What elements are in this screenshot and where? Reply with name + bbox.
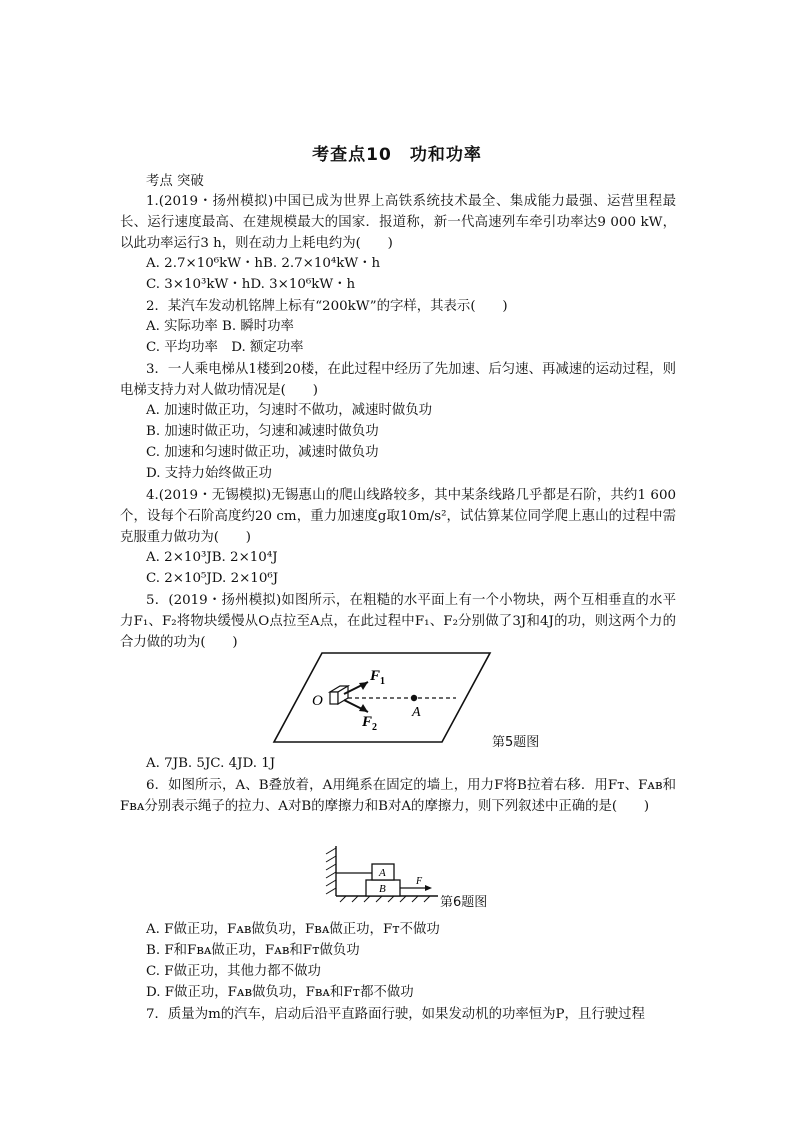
question-6-figure [322, 844, 442, 906]
question-3-stem: 3．一人乘电梯从1楼到20楼，在此过程中经历了先加速、后匀速、再减速的运动过程，则电梯支持力对人做功情况是( ) [120, 362, 676, 398]
question-4-options-cd: C. 2×10⁵JD. 2×10⁶J [146, 571, 279, 586]
question-2-stem: 2．某汽车发动机铭牌上标有“200kW”的字样，其表示( ) [146, 299, 508, 314]
label-a: A [412, 705, 421, 720]
question-6-figure-caption: 第6题图 [440, 895, 488, 910]
label-f2: F [362, 714, 373, 730]
question-1-options-ab: A. 2.7×10⁶kW・hB. 2.7×10⁴kW・h [146, 256, 381, 271]
plane-outline [274, 653, 490, 742]
question-6-option-a: A. F做正功，Fᴀʙ做负功，Fʙᴀ做正功，Fᴛ不做功 [146, 922, 440, 937]
question-5-figure [270, 650, 500, 746]
question-2-options-ab: A. 实际功率 B. 瞬时功率 [146, 319, 294, 334]
label-block-a: A [379, 867, 386, 879]
section-heading: 考点 突破 [146, 174, 204, 189]
question-1-options-cd: C. 3×10³kW・hD. 3×10⁶kW・h [146, 277, 356, 292]
question-5-stem: 5．(2019・扬州模拟)如图所示，在粗糙的水平面上有一个小物块，两个互相垂直的水平力F₁、F₂将物块缓慢从O点拉至A点，在此过程中F₁、F₂分别做了3J和4J的功，则这两个力的合力做的功为( ) [120, 593, 676, 650]
wall-hatch [326, 848, 336, 894]
question-4-options-ab: A. 2×10³JB. 2×10⁴J [146, 550, 278, 565]
ground-hatch [340, 896, 430, 902]
label-force-f: F [416, 876, 423, 887]
question-1-stem: 1.(2019・扬州模拟)中国已成为世界上高铁系统技术最全、集成能力最强、运营里程最长、运行速度最高、在建规模最大的国家．报道称，新一代高速列车牵引功率达9 000 kW，以此功率运行3 h，则在动力上耗电约为( ) [120, 194, 676, 251]
question-6-stem: 6．如图所示，A、B叠放着，A用绳系在固定的墙上，用力F将B拉着右移．用Fᴛ、Fᴀʙ和Fʙᴀ分别表示绳子的拉力、A对B的摩擦力和B对A的摩擦力，则下列叙述中正确的是( ) [120, 778, 676, 814]
label-f1-sub: 1 [380, 676, 385, 687]
question-6-option-c: C. F做正功，其他力都不做功 [146, 964, 321, 979]
question-4-stem: 4.(2019・无锡模拟)无锡惠山的爬山线路较多，其中某条线路几乎都是石阶，共约1 600个，设每个石阶高度约20 cm，重力加速度g取10m/s²，试估算某位同学爬上惠山的过程中需克服重力做功为( ) [120, 488, 676, 545]
point-a-dot [411, 695, 417, 701]
question-3-option-d: D. 支持力始终做正功 [146, 466, 272, 481]
question-7-stem: 7．质量为m的汽车，启动后沿平直路面行驶，如果发动机的功率恒为P，且行驶过程 [146, 1007, 645, 1022]
question-3-option-b: B. 加速时做正功，匀速和减速时做负功 [146, 424, 379, 439]
label-f2-sub: 2 [372, 722, 377, 733]
page-title: 考查点10 功和功率 [312, 145, 482, 165]
label-f1: F [370, 668, 381, 684]
question-5-options: A. 7JB. 5JC. 4JD. 1J [146, 756, 276, 771]
question-6-option-d: D. F做正功，Fᴀʙ做负功，Fʙᴀ和Fᴛ都不做功 [146, 985, 414, 1000]
label-block-b: B [379, 883, 386, 895]
question-3-option-c: C. 加速和匀速时做正功，减速时做负功 [146, 445, 379, 460]
question-2-options-cd: C. 平均功率 D. 额定功率 [146, 340, 304, 355]
question-6-option-b: B. F和Fʙᴀ做正功，Fᴀʙ和Fᴛ做负功 [146, 943, 360, 958]
question-5-figure-caption: 第5题图 [492, 735, 540, 750]
label-o: O [312, 693, 323, 709]
question-3-option-a: A. 加速时做正功，匀速时不做功，减速时做负功 [146, 403, 432, 418]
